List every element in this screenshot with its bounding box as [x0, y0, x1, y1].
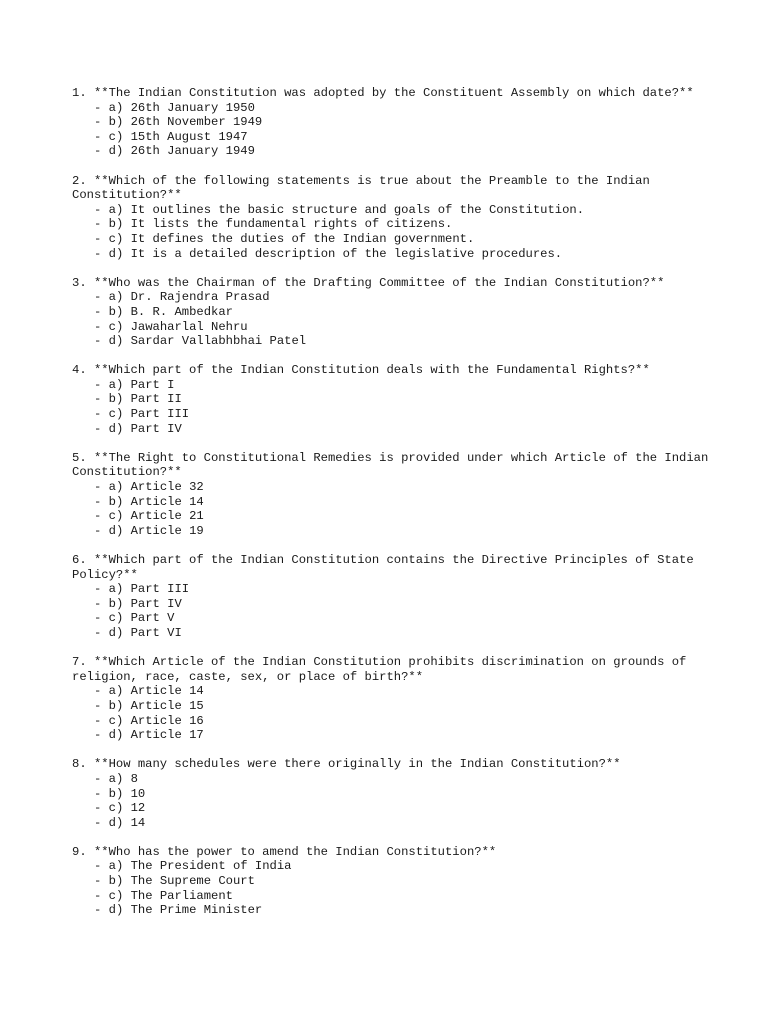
option-b: - b) Part II	[94, 392, 182, 407]
option-d: - d) Sardar Vallabhbhai Patel	[94, 334, 307, 349]
option-b: - b) Article 15	[94, 698, 204, 713]
option-d: - d) It is a detailed description of the legislative procedures.	[94, 246, 563, 261]
question-text: 2. **Which of the following statements is true about the Preamble to the Indian Constitution?**	[72, 173, 658, 203]
option-b: - b) 10	[94, 786, 146, 801]
option-d: - d) Article 17	[94, 728, 204, 743]
option-list	[72, 101, 712, 159]
option-b: - b) Article 14	[94, 494, 204, 509]
question-text: 6. **Which part of the Indian Constitution contains the Directive Principles of State Policy?**	[72, 553, 701, 582]
option-c: - c) Jawaharlal Nehru	[94, 319, 248, 334]
option-a: - a) 26th January 1950	[94, 100, 255, 115]
question-text: 4. **Which part of the Indian Constitution deals with the Fundamental Rights?**	[72, 363, 650, 378]
option-a: - a) Article 32	[94, 480, 204, 495]
option-b: - b) B. R. Ambedkar	[94, 304, 233, 319]
option-d: - d) The Prime Minister	[94, 903, 263, 918]
question-2	[72, 174, 712, 262]
option-d: - d) Part VI	[94, 625, 182, 640]
option-c: - c) Article 16	[94, 713, 204, 728]
option-a: - a) Part I	[94, 377, 175, 392]
option-list	[72, 378, 712, 436]
option-d: - d) Part IV	[94, 421, 182, 436]
option-a: - a) The President of India	[94, 859, 292, 874]
question-text: 1. **The Indian Constitution was adopted by the Constituent Assembly on which date?**	[72, 86, 694, 100]
question-6	[72, 553, 712, 641]
option-c: - c) The Parliament	[94, 888, 233, 903]
option-d: - d) 26th January 1949	[94, 144, 255, 159]
option-list	[72, 290, 712, 348]
question-7	[72, 655, 712, 743]
question-text: 5. **The Right to Constitutional Remedies is provided under which Article of the Indian Constitution?**	[72, 450, 716, 480]
option-d: - d) Article 19	[94, 523, 204, 538]
option-list	[72, 203, 712, 261]
option-list	[72, 582, 712, 640]
question-text: 7. **Which Article of the Indian Constitution prohibits discrimination on grounds of religion, race, caste, sex, or place of birth?**	[72, 655, 694, 684]
option-c: - c) Part III	[94, 407, 190, 422]
document-page	[72, 86, 716, 932]
question-text: 3. **Who was the Chairman of the Drafting Committee of the Indian Constitution?**	[72, 275, 665, 290]
option-a: - a) 8	[94, 771, 138, 786]
option-c: - c) It defines the duties of the Indian government.	[94, 231, 475, 246]
option-d: - d) 14	[94, 815, 146, 830]
option-b: - b) 26th November 1949	[94, 115, 263, 130]
question-text: 9. **Who has the power to amend the Indian Constitution?**	[72, 844, 497, 859]
question-text: 8. **How many schedules were there originally in the Indian Constitution?**	[72, 757, 621, 772]
option-a: - a) It outlines the basic structure and goals of the Constitution.	[94, 202, 585, 217]
option-a: - a) Article 14	[94, 684, 204, 699]
question-9	[72, 845, 712, 918]
option-b: - b) Part IV	[94, 596, 182, 611]
question-1	[72, 86, 712, 159]
option-c: - c) 15th August 1947	[94, 129, 248, 144]
option-b: - b) The Supreme Court	[94, 874, 255, 889]
option-list	[72, 772, 712, 830]
option-a: - a) Part III	[94, 582, 190, 597]
option-b: - b) It lists the fundamental rights of citizens.	[94, 217, 453, 232]
question-5	[72, 450, 716, 539]
option-a: - a) Dr. Rajendra Prasad	[94, 290, 270, 305]
question-8	[72, 757, 712, 830]
option-c: - c) 12	[94, 801, 146, 816]
option-list	[72, 859, 712, 917]
option-c: - c) Part V	[94, 611, 175, 626]
question-4	[72, 363, 712, 436]
option-list	[72, 684, 712, 742]
option-list	[72, 480, 712, 538]
option-c: - c) Article 21	[94, 509, 204, 524]
question-3	[72, 276, 712, 349]
